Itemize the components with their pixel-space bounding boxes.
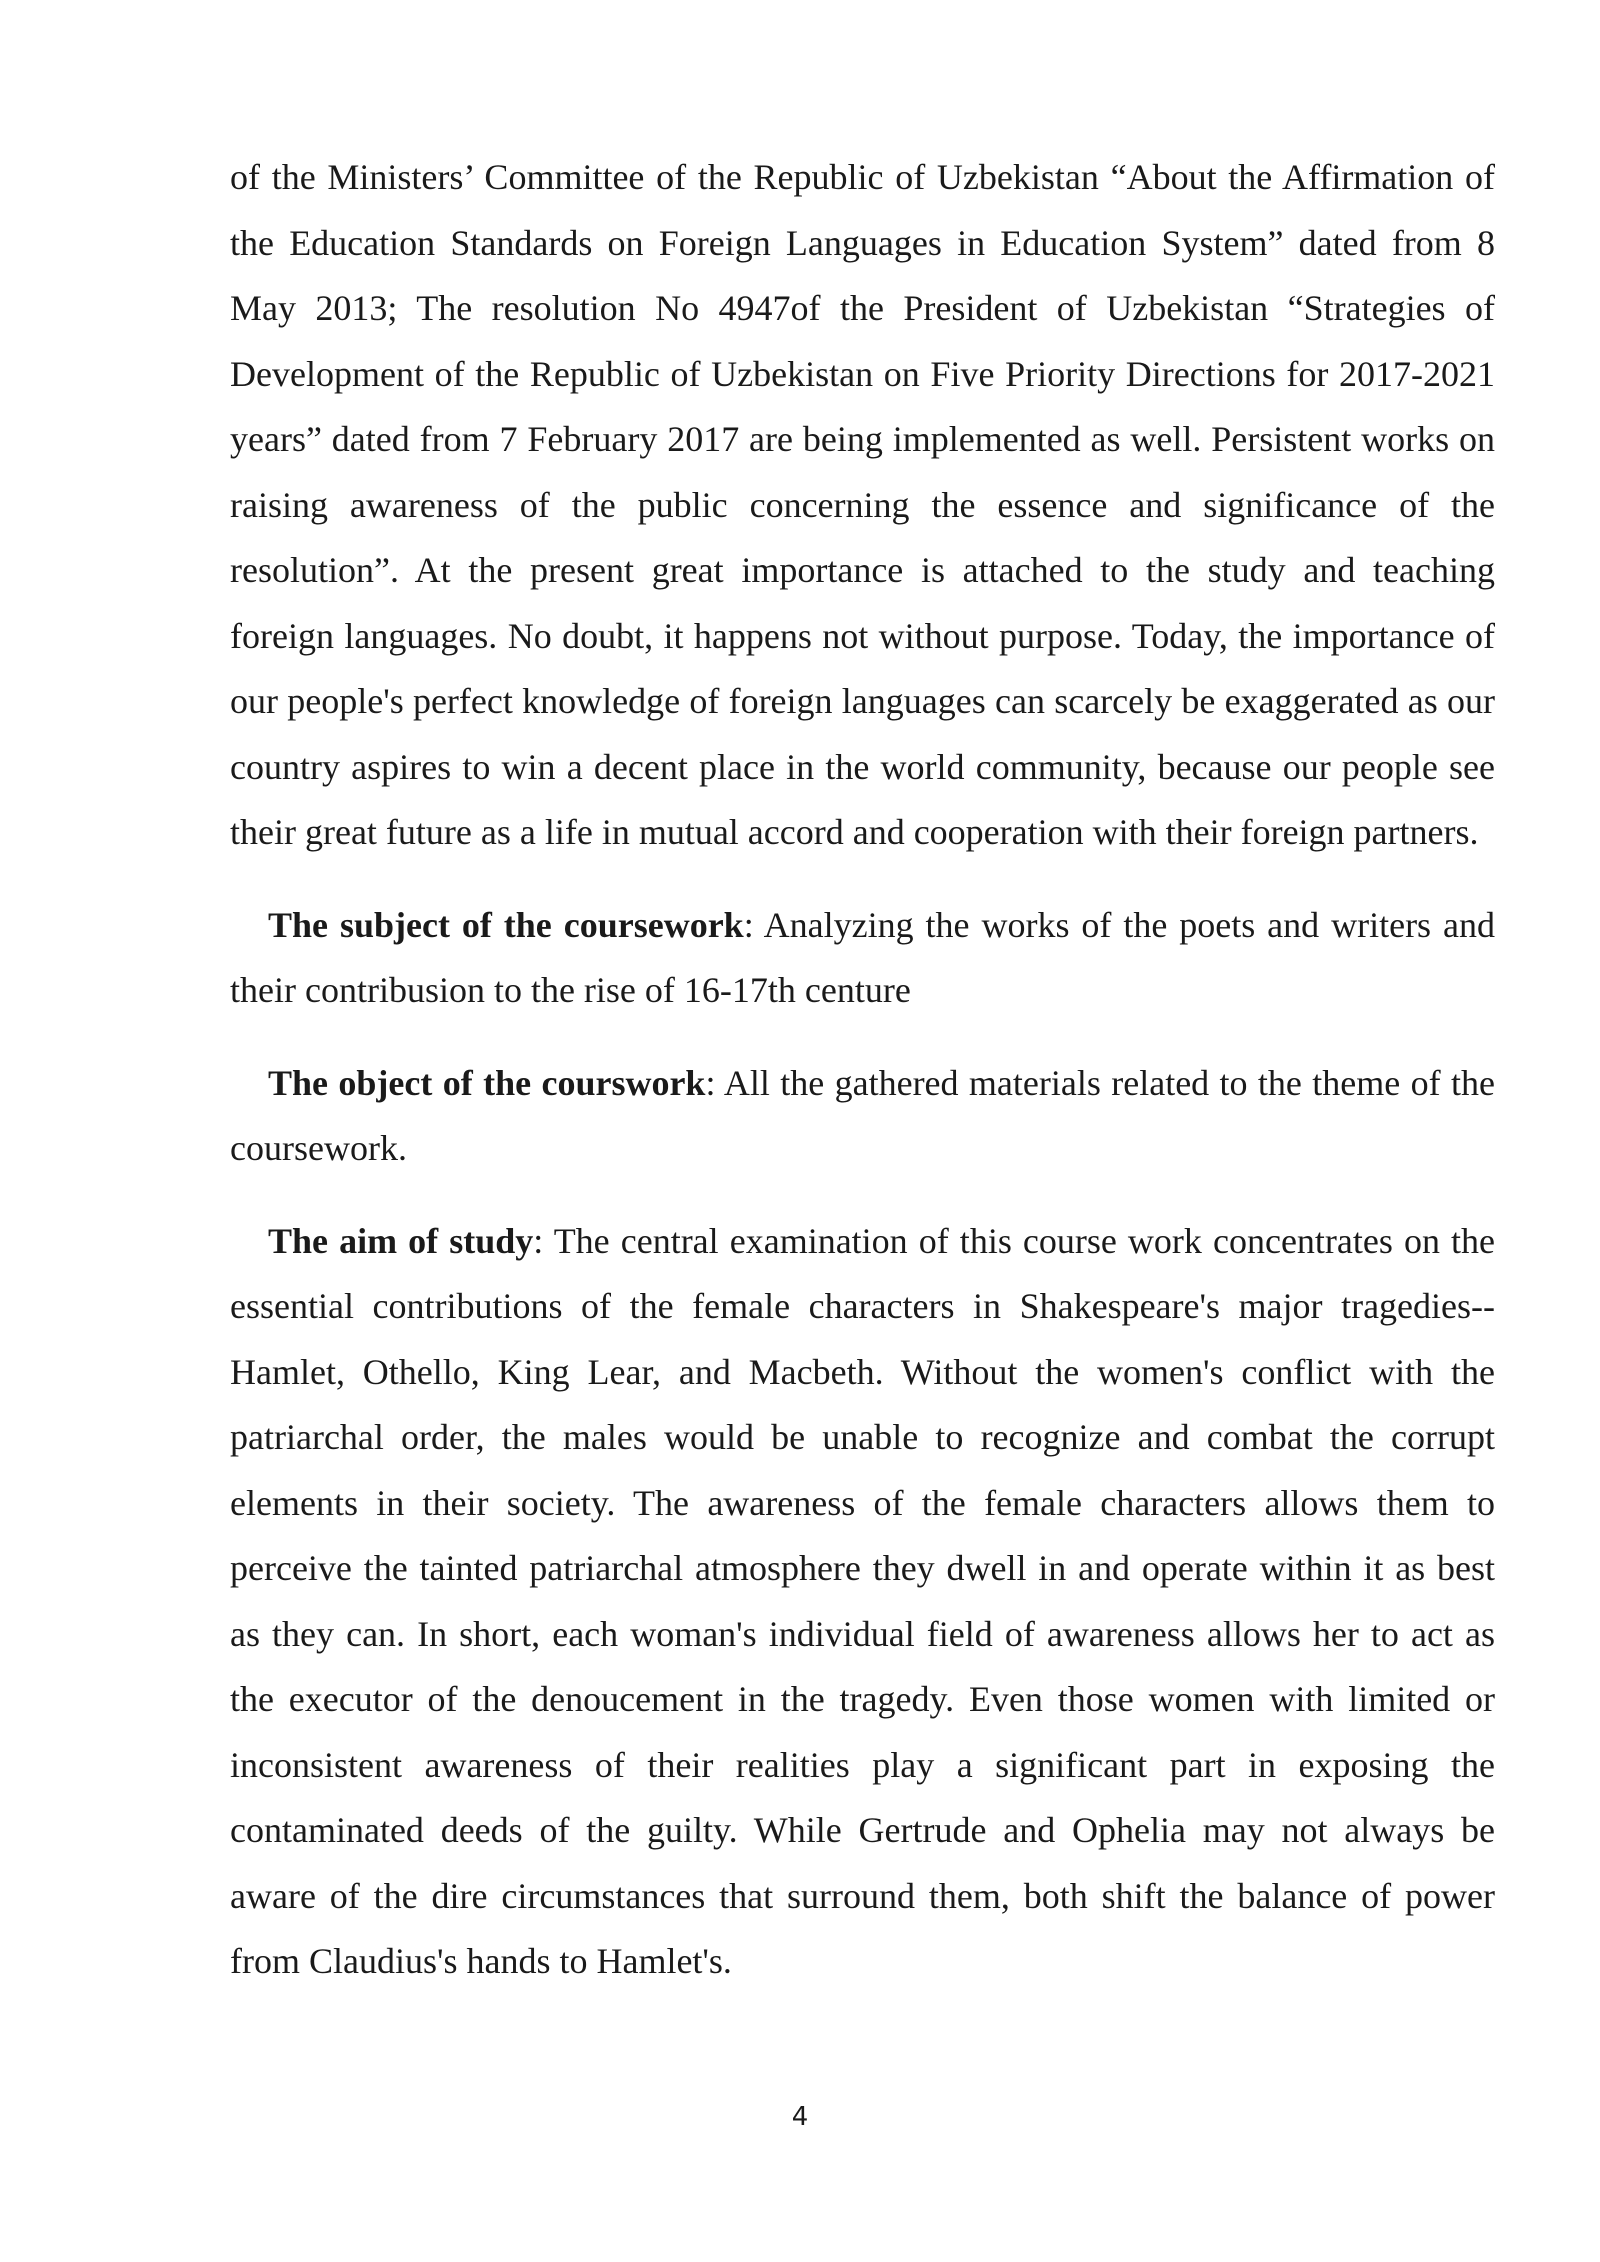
aim-text: : The central examination of this course work concentrates on the essential contributions of the female characters in Shakespeare's major tragedies--Hamlet, Othello, King Lear, and Macbeth. Without the women's conflict with the patriarchal order, the males would be unable to recognize and combat the corrupt elements in their society. The awareness of the female characters allows them to perceive the tainted patriarchal atmosphere they dwell in and operate within it as best as they can. In short, each woman's individual field of awareness allows her to act as the executor of the denoucement in the tragedy. Even those women with limited or inconsistent awareness of their realities play a significant part in exposing the contaminated deeds of the guilty. While Gertrude and Ophelia may not always be aware of the dire circumstances that surround them, both shift the balance of power from Claudius's hands to Hamlet's.	[230, 1220, 1496, 1981]
subject-paragraph	[230, 893, 1495, 1024]
aim-heading: The aim of study	[268, 1220, 534, 1261]
subject-heading: The subject of the coursework	[268, 904, 744, 945]
page-number: 4	[791, 2102, 809, 2132]
object-heading: The object of the courswork	[268, 1062, 706, 1103]
intro-paragraph: of the Ministers’ Committee of the Republic of Uzbekistan “About the Affirmation of the Education Standards on Foreign Languages in Education System” dated from 8 May 2013; The resolution No 4947of the President of Uzbekistan “Strategies of Development of the Republic of Uzbekistan on Five Priority Directions for 2017-2021 years” dated from 7 February 2017 are being implemented as well. Persistent works on raising awareness of the public concerning the essence and significance of the resolution”. At the present great importance is attached to the study and teaching foreign languages. No doubt, it happens not without purpose. Today, the importance of our people's perfect knowledge of foreign languages can scarcely be exaggerated as our country aspires to win a decent place in the world community, because our people see their great future as a life in mutual accord and cooperation with their foreign partners.	[230, 157, 1495, 852]
object-paragraph	[230, 1051, 1495, 1182]
object-text: : All the gathered materials related to the theme of the coursework.	[230, 1062, 1495, 1168]
subject-text: : Analyzing the works of the poets and writers and their contribusion to the rise of 16-17th centure	[230, 904, 1495, 1010]
aim-paragraph	[230, 1209, 1495, 1995]
page-body	[230, 145, 1495, 2022]
